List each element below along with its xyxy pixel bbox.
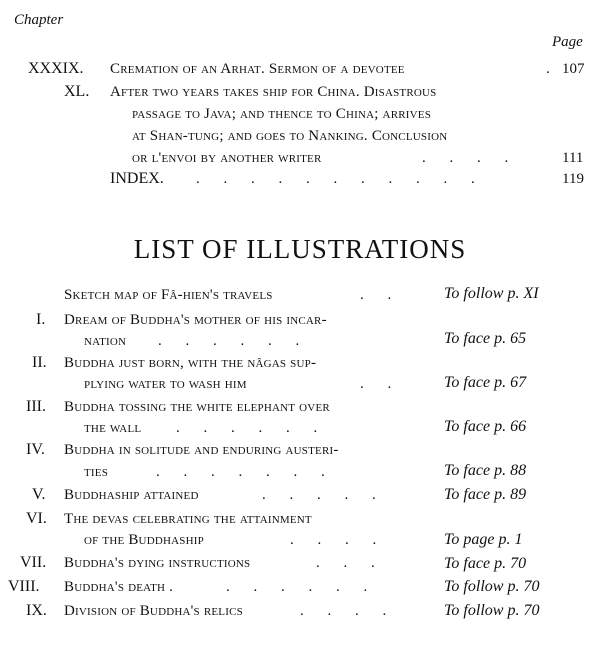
leader-dots: . . . . . . . [156,464,335,480]
illustration-title-line: the wall [84,420,142,436]
illustration-page-reference: To face p. 65 [444,330,527,347]
illustration-number: VII. [20,554,47,571]
chapter-title-line: or l'envoi by another writer [132,150,322,166]
illustration-title-line: nation [84,333,127,349]
illustration-page-reference: To follow p. XI [444,285,539,302]
illustration-title-line: Division of Buddha's relics [64,603,243,619]
page-number: 107 [562,61,585,77]
page-number: 111 [562,150,584,166]
chapter-column-label: Chapter [14,12,64,28]
illustration-title-line: Buddha's death . [64,579,174,595]
illustration-page-reference: To face p. 88 [444,462,527,479]
illustration-page-reference: To face p. 89 [444,486,527,503]
leader-dots: . . . . . . [158,333,310,349]
chapter-title-line: passage to Java; and thence to China; arrives [132,106,432,122]
page-column-label: Page [552,34,583,50]
illustration-number: II. [32,354,47,371]
illustration-number: III. [26,398,46,415]
illustration-page-reference: To follow p. 70 [444,602,540,619]
illustration-title-line: ties [84,464,109,480]
illustration-page-reference: To page p. 1 [444,531,523,548]
chapter-number: XXXIX. [28,60,84,77]
index-label: INDEX. [110,170,164,187]
leader-dots: . . . . [422,150,519,166]
illustration-title-line: of the Buddhaship [84,532,204,548]
leader-dots: . . . . . . [176,420,328,436]
illustration-number: IV. [26,441,45,458]
illustration-page-reference: To face p. 66 [444,418,527,435]
leader-dots: . . . . . [262,487,386,503]
illustration-title-line: plying water to wash him [84,376,247,392]
leader-dots: . . [360,287,402,303]
leader-dots: . . . . [290,532,387,548]
chapter-title-line: at Shan-tung; and goes to Nanking. Conclusion [132,128,448,144]
chapter-title-line: After two years takes ship for China. Disastrous [110,84,437,100]
leader-dots: . . . [316,555,385,571]
illustration-title-line: Sketch map of Fâ-hien's travels [64,287,273,303]
illustration-title-line: Buddha's dying instructions [64,555,251,571]
illustration-page-reference: To face p. 67 [444,374,527,391]
illustration-title-line: Dream of Buddha's mother of his incar- [64,312,327,328]
illustration-number: V. [32,486,46,503]
illustration-number: VIII. [8,578,40,595]
page-number: 119 [562,171,584,187]
chapter-title-line: Cremation of an Arhat. Sermon of a devotee [110,61,405,77]
leader-dots: . . . . . . [226,579,378,595]
chapter-number: XL. [64,83,90,100]
illustration-title-line: Buddha in solitude and enduring austeri- [64,442,339,458]
illustration-title-line: Buddha just born, with the nâgas sup- [64,355,317,371]
illustration-page-reference: To follow p. 70 [444,578,540,595]
illustration-number: VI. [26,510,47,527]
illustration-number: I. [36,311,46,328]
leader-dots: . [546,61,560,77]
leader-dots: . . . . . . . . . . . [196,171,485,187]
illustration-number: IX. [26,602,47,619]
illustration-title-line: Buddhaship attained [64,487,199,503]
leader-dots: . . . . [300,603,397,619]
leader-dots: . . [360,376,402,392]
illustration-title-line: Buddha tossing the white elephant over [64,399,330,415]
illustration-page-reference: To face p. 70 [444,555,527,572]
illustrations-title: LIST OF ILLUSTRATIONS [133,234,467,264]
illustration-title-line: The devas celebrating the attainment [64,511,312,527]
